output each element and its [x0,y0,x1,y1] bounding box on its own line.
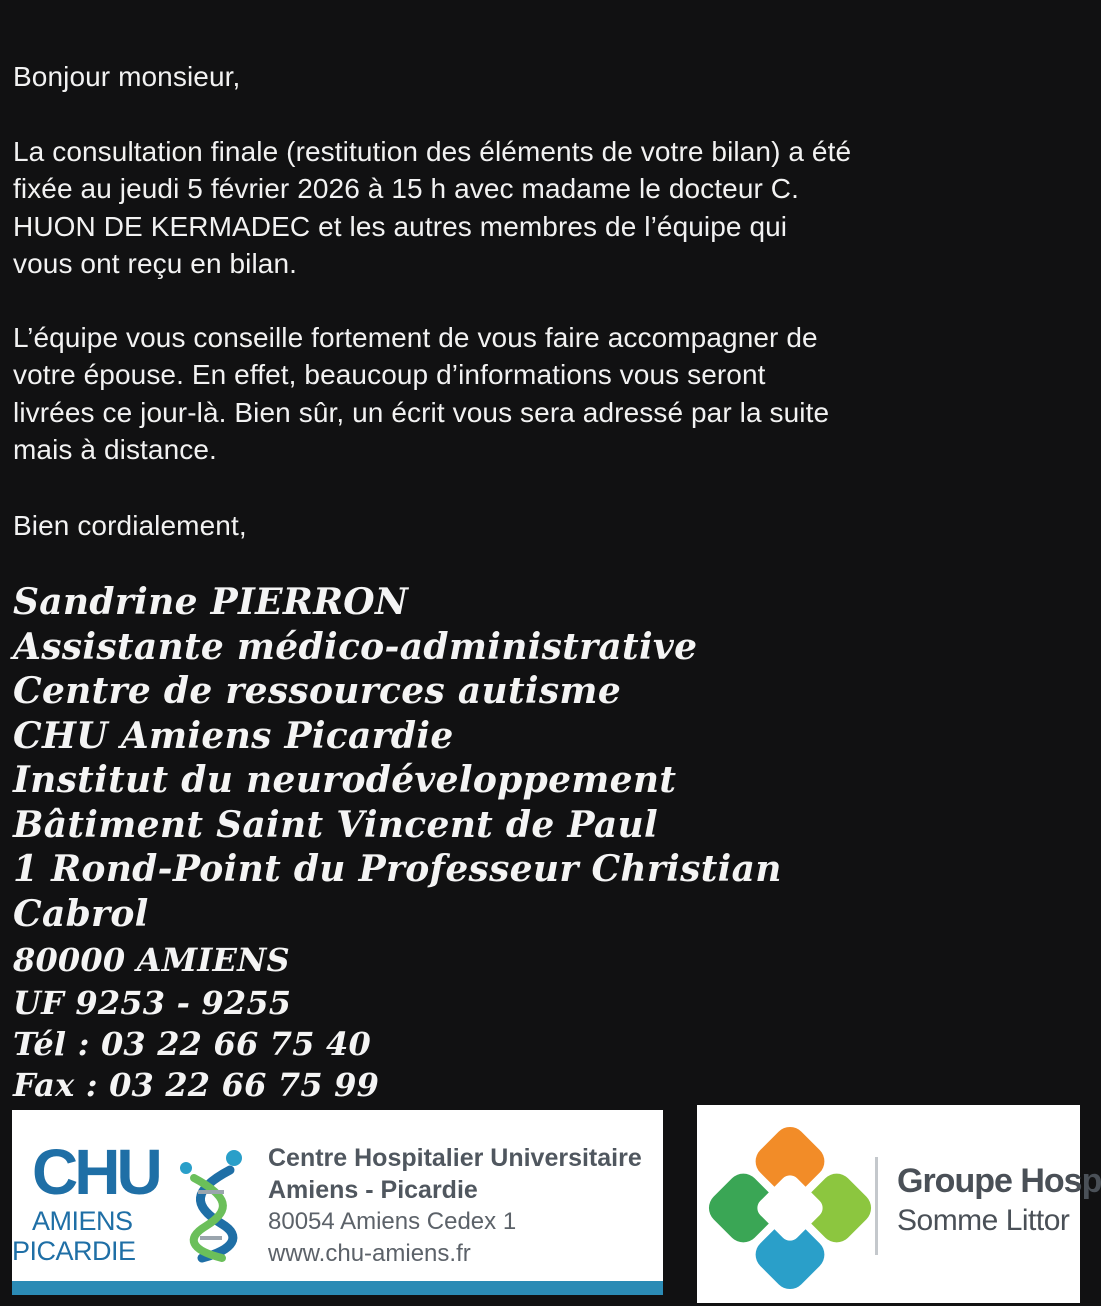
ght-divider [875,1157,878,1255]
ght-emblem-icon [715,1133,865,1283]
dna-helix-icon [172,1146,252,1262]
email-body [13,58,853,544]
signature-phone: Tél : 03 22 66 75 40 [13,1025,371,1063]
chu-logo-city: AMIENS [32,1206,133,1236]
signature-name: Sandrine PIERRON [13,581,409,623]
ght-logo-banner [697,1105,1101,1303]
chu-logo-region: PICARDIE [12,1236,136,1266]
signature-fax: Fax : 03 22 66 75 99 [13,1066,380,1104]
email-paragraph-1: La consultation finale (restitution des éléments de votre bilan) a été fixée au jeudi 5 février 2026 à 15 h avec madame le docteur C. HUON DE KERMADEC et les autres membres de l’équipe qui vous ont reçu en bilan. [13,135,852,279]
signature-address-line1: 1 Rond-Point du Professeur Christian [13,848,782,890]
signature-hospital: CHU Amiens Picardie [13,714,454,757]
signature-institute: Institut du neurodéveloppement [13,759,677,801]
ght-line1: Groupe Hosp [897,1162,1101,1200]
chu-logo-bottom-bar [12,1281,663,1295]
ght-line2: Somme Littor [897,1204,1070,1237]
email-signature [13,580,1013,1106]
ght-text [897,1161,1101,1241]
chu-hospital-address: 80054 Amiens Cedex 1 [268,1208,517,1235]
email-greeting: Bonjour monsieur, [13,61,241,92]
signature-city: 80000 AMIENS [13,941,290,979]
signature-department: Centre de ressources autisme [13,670,622,712]
chu-amiens-logo-banner [12,1110,663,1295]
chu-hospital-name: Centre Hospitalier Universitaire [268,1144,642,1172]
chu-logo-mark: CHU [32,1136,159,1208]
chu-hospital-subname: Amiens - Picardie [268,1176,478,1204]
chu-hospital-url: www.chu-amiens.fr [268,1240,471,1267]
signature-building: Bâtiment Saint Vincent de Paul [13,803,658,846]
signature-uf: UF 9253 - 9255 [13,984,292,1022]
signature-address-line2: Cabrol [13,892,149,935]
email-paragraph-2: L’équipe vous conseille fortement de vous faire accompagner de votre épouse. En effet, beaucoup d’informations vous seront livrées ce jour-là. Bien sûr, un écrit vous sera adressé par la suite mais à distance. [13,321,830,465]
email-closing: Bien cordialement, [13,509,247,541]
chu-hospital-info [268,1142,642,1270]
signature-role: Assistante médico-administrative [13,625,698,668]
